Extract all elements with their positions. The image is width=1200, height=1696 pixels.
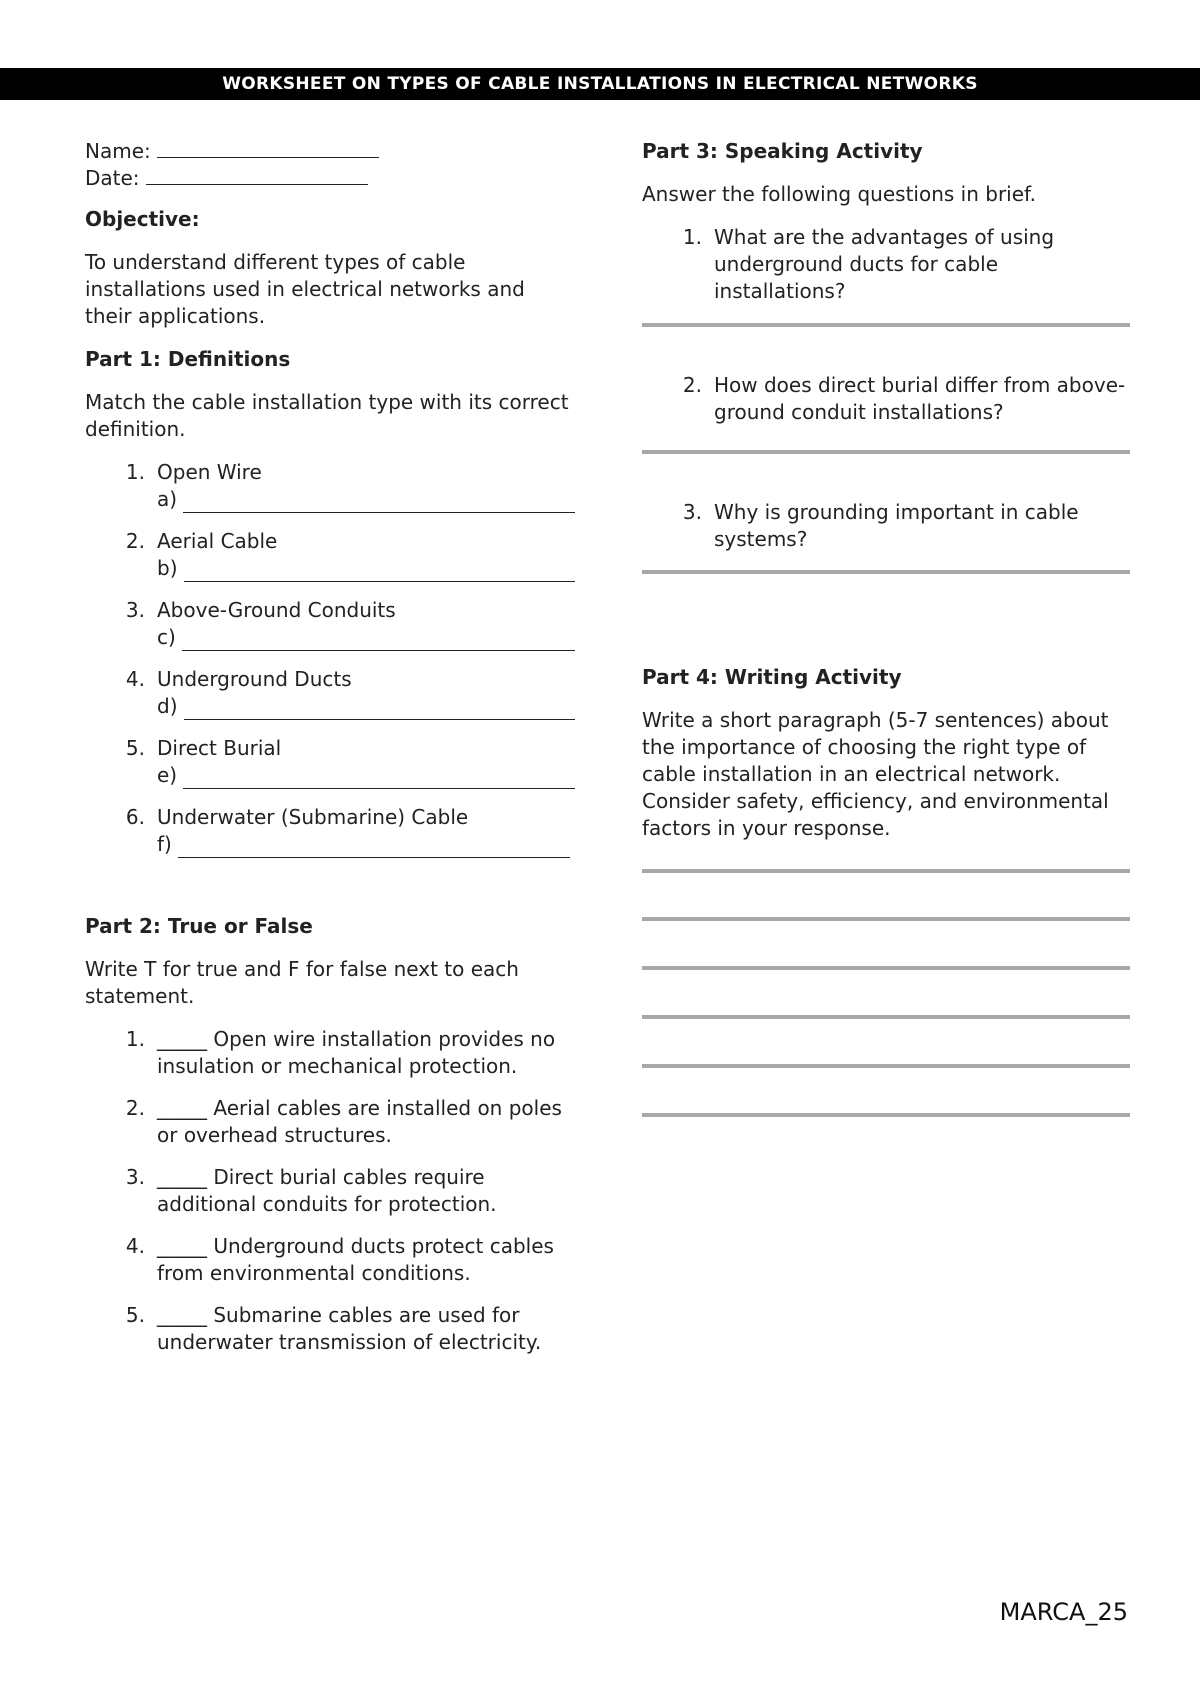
part3-heading: Part 3: Speaking Activity [642,139,923,163]
question-text: What are the advantages of using underground ducts for cable installations? [714,225,1055,303]
true-false-list [85,1026,575,1356]
statement-text: _____ Underground ducts protect cables from environmental conditions. [157,1234,554,1285]
definition-blank[interactable] [184,699,576,720]
part3-instruction: Answer the following questions in brief. [642,182,1036,206]
definition-letter: f) [157,832,172,856]
item-number: 1. [682,225,702,249]
statement-text: _____ Submarine cables are used for underwater transmission of electricity. [157,1303,542,1354]
item-number: 4. [125,667,145,691]
part2-instruction: Write T for true and F for false next to each statement. [85,957,519,1008]
item-number: 5. [125,736,145,760]
definition-item [85,735,575,789]
item-number: 4. [125,1234,145,1258]
speaking-question [642,499,1130,553]
item-number: 5. [125,1303,145,1327]
date-label: Date: [85,166,140,190]
item-number: 1. [125,460,145,484]
definition-blank[interactable] [182,630,575,651]
objective-text: To understand different types of cable installations used in electrical networks and their applications. [85,250,525,328]
writing-line[interactable] [642,869,1130,873]
answer-line[interactable] [642,570,1130,574]
date-field [85,165,575,192]
statement-text: _____ Open wire installation provides no insulation or mechanical protection. [157,1027,556,1078]
definition-label: Open Wire [157,460,262,484]
part2-heading: Part 2: True or False [85,914,313,938]
definition-item [85,597,575,651]
part1-instruction: Match the cable installation type with its correct definition. [85,390,569,441]
question-text: How does direct burial differ from above-ground conduit installations? [714,373,1126,424]
item-number: 3. [125,598,145,622]
writing-line[interactable] [642,1113,1130,1117]
date-blank[interactable] [146,166,368,185]
definition-item [85,528,575,582]
definition-blank[interactable] [183,768,575,789]
definition-letter: d) [157,694,178,718]
definition-letter: c) [157,625,176,649]
part4-heading: Part 4: Writing Activity [642,665,902,689]
right-column [642,138,1130,1117]
definition-item [85,666,575,720]
item-number: 3. [682,500,702,524]
objective-heading: Objective: [85,207,200,231]
definition-letter: a) [157,487,178,511]
statement-text: _____ Aerial cables are installed on poles or overhead structures. [157,1096,562,1147]
definition-label: Underwater (Submarine) Cable [157,805,469,829]
definitions-list [85,459,575,858]
answer-line[interactable] [642,323,1130,327]
name-field [85,138,575,165]
left-column [85,138,575,1371]
name-label: Name: [85,139,151,163]
definition-label: Underground Ducts [157,667,352,691]
speaking-question [642,224,1130,305]
item-number: 2. [125,529,145,553]
answer-line[interactable] [642,450,1130,454]
item-number: 3. [125,1165,145,1189]
writing-line[interactable] [642,1064,1130,1068]
name-blank[interactable] [157,139,379,158]
writing-line[interactable] [642,917,1130,921]
item-number: 2. [125,1096,145,1120]
footer-code: MARCA_25 [999,1598,1128,1626]
statement-item [85,1095,575,1149]
writing-line[interactable] [642,1015,1130,1019]
item-number: 6. [125,805,145,829]
definition-letter: b) [157,556,178,580]
statement-item [85,1164,575,1218]
statement-item [85,1233,575,1287]
definition-blank[interactable] [178,837,570,858]
definition-item [85,804,575,858]
definition-label: Above-Ground Conduits [157,598,396,622]
definition-blank[interactable] [184,561,576,582]
part1-heading: Part 1: Definitions [85,347,291,371]
definition-blank[interactable] [183,492,575,513]
item-number: 2. [682,373,702,397]
statement-item [85,1026,575,1080]
worksheet-title: WORKSHEET ON TYPES OF CABLE INSTALLATIONS IN ELECTRICAL NETWORKS [0,68,1200,100]
statement-item [85,1302,575,1356]
statement-text: _____ Direct burial cables require additional conduits for protection. [157,1165,497,1216]
speaking-question [642,372,1130,426]
definition-letter: e) [157,763,178,787]
part4-instruction: Write a short paragraph (5-7 sentences) about the importance of choosing the right type of cable installation in an electrical network. Consider safety, efficiency, and environmental factors in your response. [642,708,1109,840]
definition-label: Direct Burial [157,736,282,760]
definition-item [85,459,575,513]
item-number: 1. [125,1027,145,1051]
writing-line[interactable] [642,966,1130,970]
question-text: Why is grounding important in cable systems? [714,500,1079,551]
definition-label: Aerial Cable [157,529,278,553]
